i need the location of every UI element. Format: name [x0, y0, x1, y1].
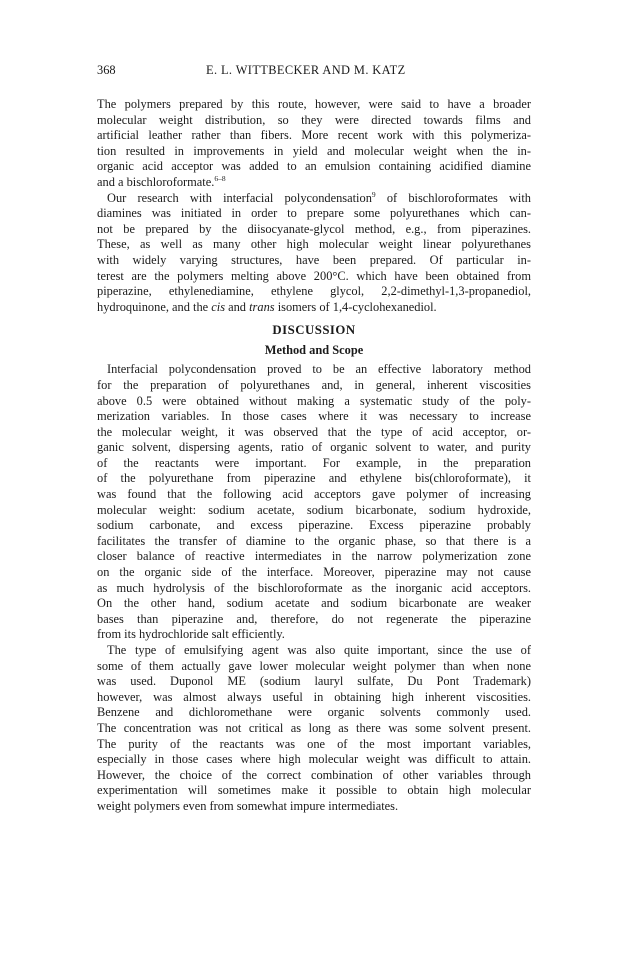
text-line: for the preparation of polyurethanes and, in general, inherent viscosities [97, 377, 531, 392]
text-line: weight polymers even from somewhat impure intermediates. [97, 798, 399, 813]
text-line: on the organic side of the interface. Moreover, piperazine may not cause [97, 565, 531, 580]
text-line: bases than piperazine and, therefore, do not regenerate the piperazine [97, 611, 531, 626]
text-fragment: isomers of 1,4-cyclohexanediol. [274, 299, 437, 314]
text-line: was found that the following acid acceptors gave polymer of increasing [97, 487, 531, 502]
running-head: E. L. WITTBECKER AND M. KATZ [206, 63, 406, 77]
text-line: especially in those cases where high molecular weight was difficult to attain. [97, 752, 531, 767]
text-line: The polymers prepared by this route, however, were said to have a broader [97, 97, 531, 111]
text-line: merization variables. In those cases where it was necessary to increase [97, 409, 531, 424]
subsection-heading: Method and Scope [264, 343, 364, 358]
text-line: however, was almost always useful in obtaining high inherent viscosities. [97, 689, 531, 704]
paragraph-2 [97, 191, 531, 316]
text-line: some of them actually gave lower molecular weight polymer than when none [97, 658, 531, 673]
page-number: 368 [97, 63, 116, 77]
text-line: ganic solvent, dispersing agents, ratio of organic solvent to water, and purity [97, 440, 531, 455]
text-line: of the polyurethane from piperazine and ethylene bis(chloroformate), it [97, 471, 531, 486]
section-heading: DISCUSSION [272, 323, 356, 338]
paragraph-4 [97, 643, 531, 815]
text-line: The purity of the reactants was one of the most important variables, [97, 736, 531, 751]
text-line [97, 300, 531, 316]
text-line: molecular weight distribution, so they were directed towards films and [97, 112, 531, 127]
text-line: artificial leather rather than fibers. More recent work with this polymeriza- [97, 128, 531, 143]
text-line: The type of emulsifying agent was also quite important, since the use of [107, 643, 531, 657]
text-line: Benzene and dichloromethane were organic solvents commonly used. [97, 705, 531, 720]
text-line: facilitates the transfer of diamine to the organic phase, so that there is a [97, 533, 531, 548]
text-line: with widely varying structures, have been prepared. Of particular in- [97, 252, 531, 267]
text-line: experimentation will sometimes make it possible to obtain high molecular [97, 783, 531, 798]
text-line [97, 175, 531, 191]
text-fragment: and [225, 299, 250, 314]
text-line: of the reactants were important. For example, in the preparation [97, 455, 531, 470]
text-line: The concentration was not critical as long as there was some solvent present. [97, 720, 531, 735]
text-fragment: of bischloroformates with [375, 190, 531, 205]
text-line: as much hydrolysis of the bischloroformate as the inorganic acid acceptors. [97, 580, 531, 595]
text-line: molecular weight: sodium acetate, sodium bicarbonate, sodium hydroxide, [97, 502, 531, 517]
text-line: above 0.5 were obtained without making a systematic study of the poly- [97, 393, 531, 408]
reference-marker: 9 [371, 189, 376, 199]
text-fragment: Our research with interfacial polycondensation [107, 190, 372, 205]
text-line: the molecular weight, it was observed that the type of acid acceptor, or- [97, 424, 531, 439]
text-line: was used. Duponol ME (sodium lauryl sulfate, Du Pont Trademark) [97, 674, 531, 689]
text-line: not be prepared by the diisocyanate-glycol method, e.g., from piperazines. [97, 221, 531, 236]
text-line: closer balance of reactive intermediates in the narrow polymerization zone [97, 549, 531, 564]
text-fragment: hydroquinone, and the [97, 299, 212, 314]
text-line: However, the choice of the correct combination of other variables through [97, 767, 531, 782]
text-line: These, as well as many other high molecular weight linear polyurethanes [97, 237, 531, 252]
page-header [97, 63, 531, 79]
paragraph-1 [97, 97, 531, 191]
text-line: On the other hand, sodium acetate and sodium bicarbonate are weaker [97, 596, 531, 611]
text-fragment: and a bischloroformate. [97, 174, 215, 189]
text-line: from its hydrochloride salt efficiently. [97, 627, 285, 642]
text-line [97, 191, 531, 207]
text-line: diamines was initiated in order to prepare some polyurethanes which can- [97, 206, 531, 221]
reference-marker: 6–8 [214, 173, 226, 183]
text-line: tion resulted in improvements in yield and molecular weight when the in- [97, 143, 531, 158]
paragraph-3 [97, 362, 531, 643]
italic-term: trans [249, 299, 275, 314]
article-body [97, 97, 531, 815]
text-line: terest are the polymers melting above 200°C. which have been obtained from [97, 268, 531, 283]
text-line: organic acid acceptor was added to an emulsion containing acidified diamine [97, 159, 531, 174]
italic-term: cis [211, 299, 226, 314]
text-line: sodium carbonate, and excess piperazine. Excess piperazine probably [97, 518, 531, 533]
text-line: Interfacial polycondensation proved to be an effective laboratory method [107, 362, 531, 377]
text-line: piperazine, ethylenediamine, ethylene glycol, 2,2-dimethyl-1,3-propanediol, [97, 284, 531, 299]
